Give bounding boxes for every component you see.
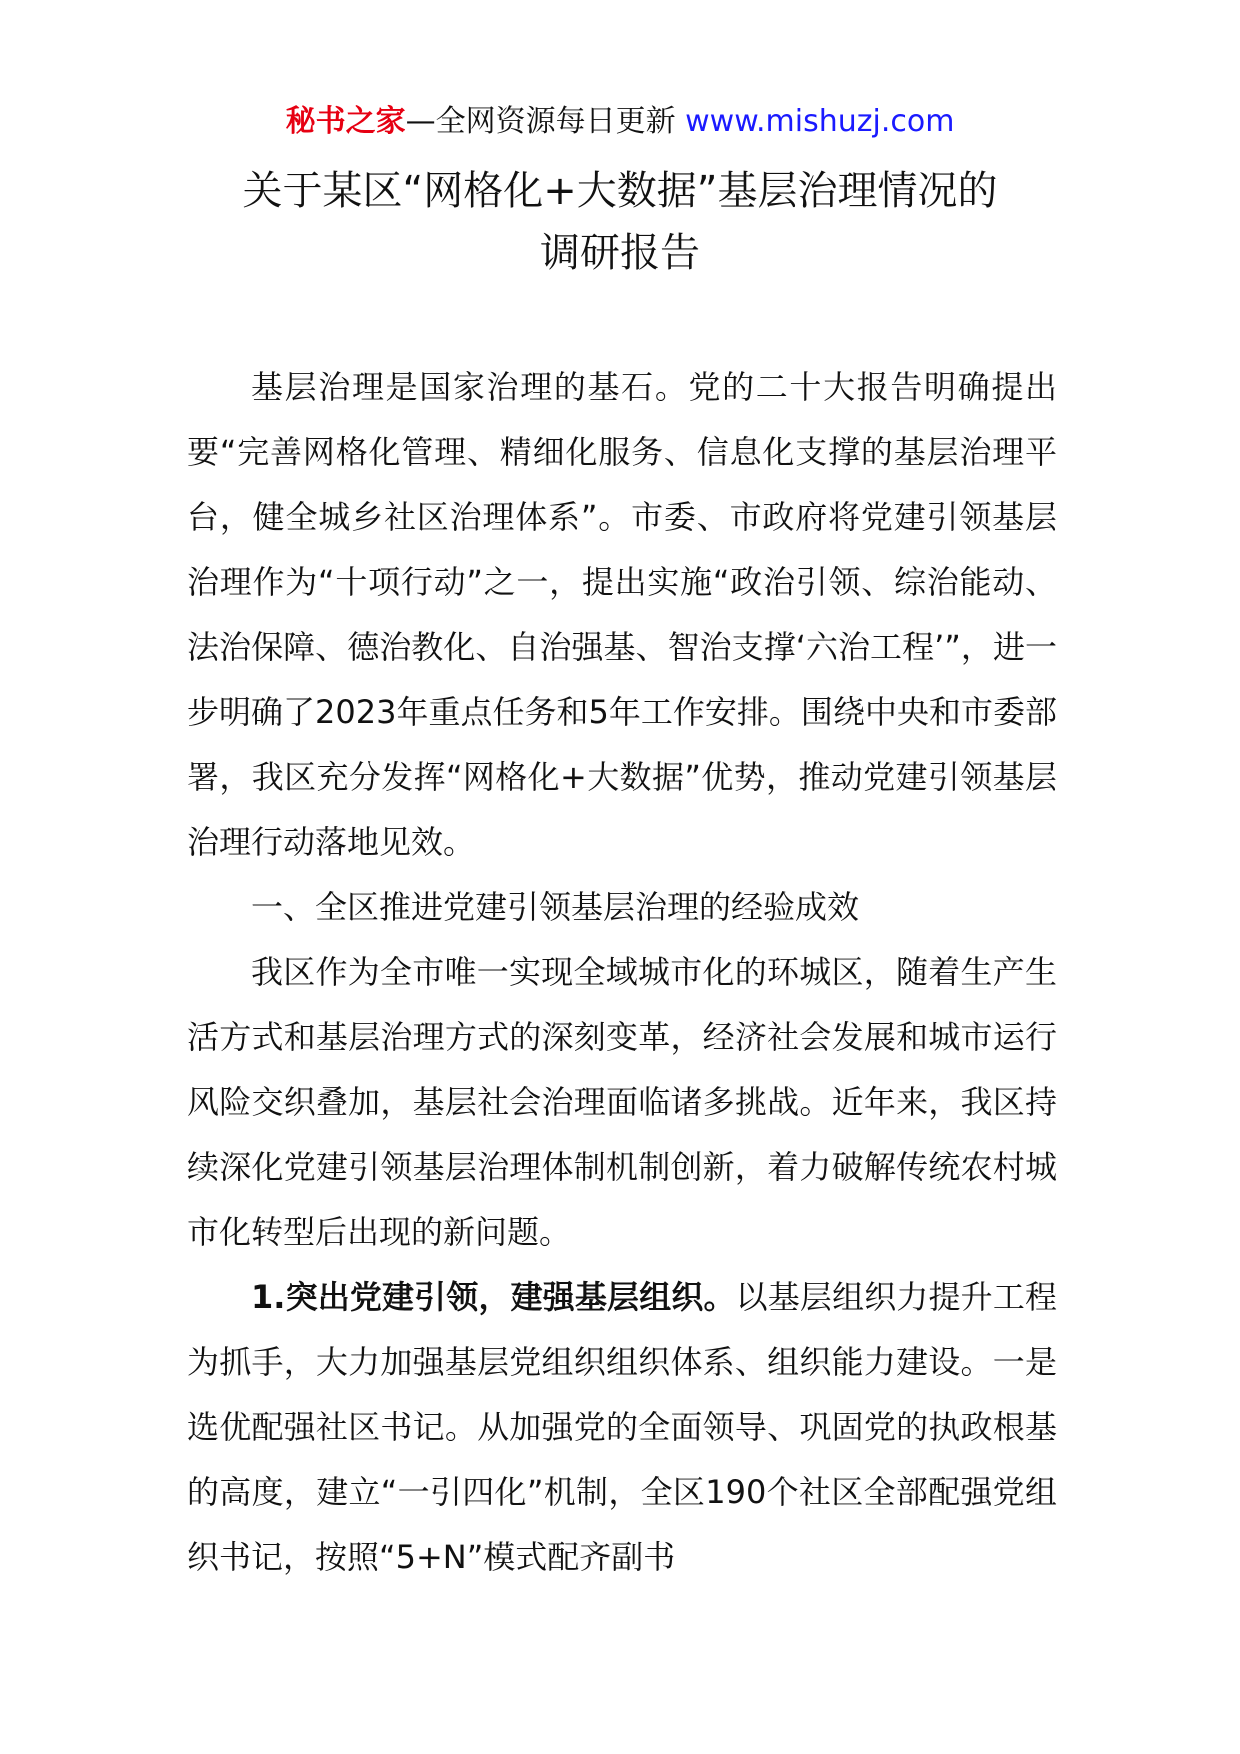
subsection-text: 以基层组织力提升工程为抓手，大力加强基层党组织组织体系、组织能力建设。一是选优配强社区书记。从加强党的全面领导、巩固党的执政根基的高度，建立“一引四化”机制，全区190个社区全部配强党组织书记，按照“5+N”模式配齐副书 xyxy=(187,1278,1057,1576)
section-heading: 一、全区推进党建引领基层治理的经验成效 xyxy=(251,888,860,926)
brand-name: 秘书之家 xyxy=(285,104,406,139)
title-line-2: 调研报告 xyxy=(540,230,700,276)
site-url-link[interactable]: www.mishuzj.com xyxy=(685,104,955,139)
subsection-heading: 1.突出党建引领，建强基层组织。 xyxy=(251,1278,736,1316)
site-banner xyxy=(0,100,1240,144)
subsection-paragraph xyxy=(187,1265,1057,1590)
banner-tagline: —全网资源每日更新 xyxy=(405,104,676,139)
document-title xyxy=(0,160,1240,284)
body-paragraph: 我区作为全市唯一实现全域城市化的环城区，随着生产生活方式和基层治理方式的深刻变革，经济社会发展和城市运行风险交织叠加，基层社会治理面临诸多挑战。近年来，我区持续深化党建引领基层治理体制机制创新，着力破解传统农村城市化转型后出现的新问题。 xyxy=(187,953,1057,1251)
title-line-1: 关于某区“网格化+大数据”基层治理情况的 xyxy=(242,168,998,214)
document-body xyxy=(187,355,1057,1590)
intro-paragraph: 基层治理是国家治理的基石。党的二十大报告明确提出要“完善网格化管理、精细化服务、信息化支撑的基层治理平台，健全城乡社区治理体系”。市委、市政府将党建引领基层治理作为“十项行动”之一，提出实施“政治引领、综治能动、法治保障、德治教化、自治强基、智治支撑‘六治工程’”，进一步明确了2023年重点任务和5年工作安排。围绕中央和市委部署，我区充分发挥“网格化+大数据”优势，推动党建引领基层治理行动落地见效。 xyxy=(187,368,1057,861)
